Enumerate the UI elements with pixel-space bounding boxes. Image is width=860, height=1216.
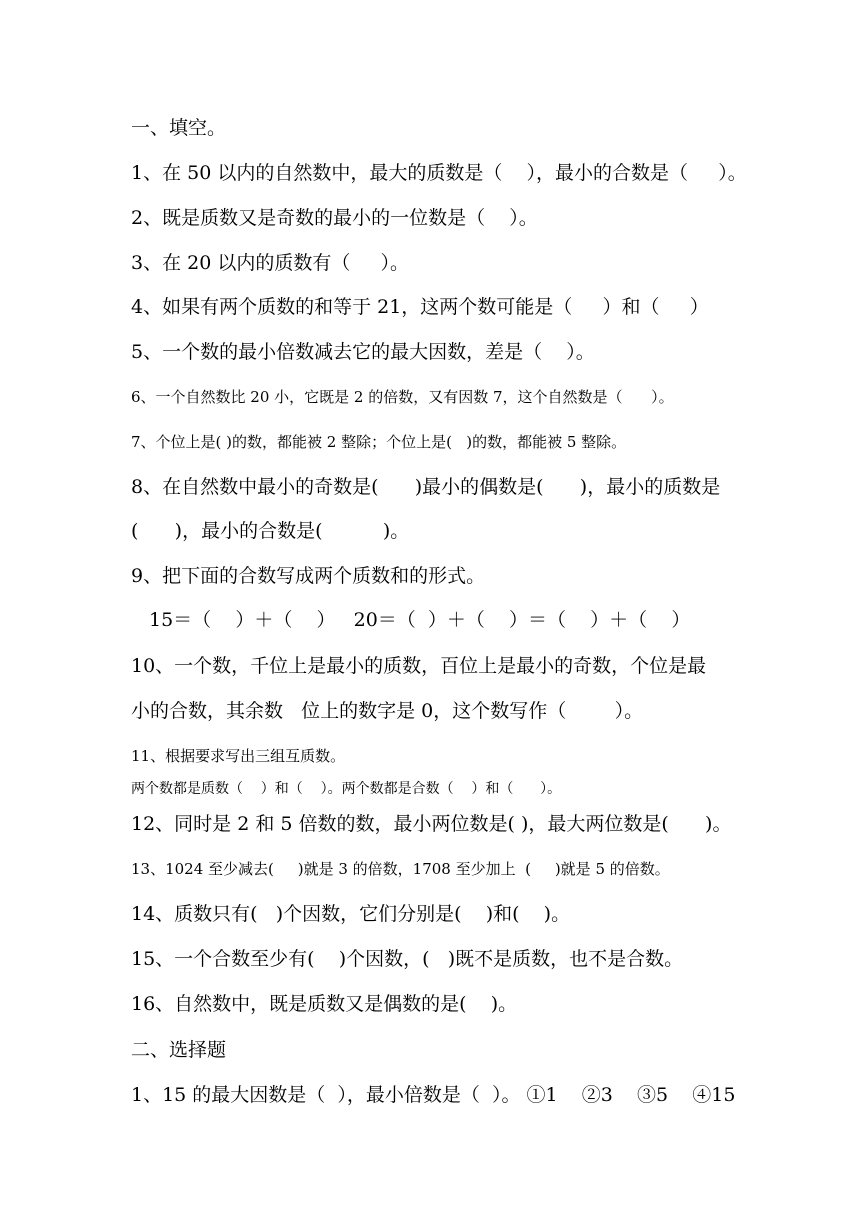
- question-10-line-1: 10、一个数，千位上是最小的质数，百位上是最小的奇数，个位是最: [131, 655, 707, 677]
- question-4: 4、如果有两个质数的和等于 21，这两个数可能是（ ）和（ ）: [131, 296, 709, 318]
- question-13: 13、1024 至少减去( )就是 3 的倍数，1708 至少加上 ( )就是 5 的倍数。: [131, 860, 670, 878]
- question-8-line-2: ( )，最小的合数是( )。: [131, 520, 410, 542]
- question-5: 5、一个数的最小倍数减去它的最大因数，差是（ ）。: [131, 341, 595, 363]
- question-1: 1、在 50 以内的自然数中，最大的质数是（ ），最小的合数是（ ）。: [131, 162, 747, 184]
- section-title-multiple-choice: 二、选择题: [131, 1039, 227, 1061]
- question-8-line-1: 8、在自然数中最小的奇数是( )最小的偶数是( )，最小的质数是: [131, 476, 721, 498]
- question-11: 11、根据要求写出三组互质数。: [131, 747, 346, 765]
- choice-question-1: 1、15 的最大因数是（ ），最小倍数是（ ）。 ①1 ②3 ③5 ④15: [131, 1084, 736, 1106]
- question-10-line-2: 小的合数，其余数 位上的数字是 0，这个数写作（ ）。: [131, 700, 644, 722]
- question-6: 6、一个自然数比 20 小，它既是 2 的倍数，又有因数 7，这个自然数是（ ）。: [131, 388, 674, 406]
- question-9: 9、把下面的合数写成两个质数和的形式。: [131, 565, 486, 587]
- question-16: 16、自然数中，既是质数又是偶数的是( )。: [131, 993, 518, 1015]
- question-2: 2、既是质数又是奇数的最小的一位数是（ ）。: [131, 207, 538, 229]
- question-9-equations: 15＝（ ）＋（ ） 20＝（ ）＋（ ）＝（ ）＋（ ）: [149, 609, 691, 631]
- question-11-sub: 两个数都是质数（ ）和（ ）。两个数都是合数（ ）和（ ）。: [131, 781, 562, 797]
- section-title-fill-in: 一、填空。: [131, 117, 227, 139]
- question-15: 15、一个合数至少有( )个因数，( )既不是质数，也不是合数。: [131, 948, 684, 970]
- question-14: 14、质数只有( )个因数，它们分别是( )和( )。: [131, 903, 571, 925]
- question-3: 3、在 20 以内的质数有（ ）。: [131, 252, 410, 274]
- question-7: 7、个位上是( )的数，都能被 2 整除；个位上是( )的数，都能被 5 整除。: [131, 433, 627, 451]
- question-12: 12、同时是 2 和 5 倍数的数，最小两位数是( )，最大两位数是( )。: [131, 813, 732, 835]
